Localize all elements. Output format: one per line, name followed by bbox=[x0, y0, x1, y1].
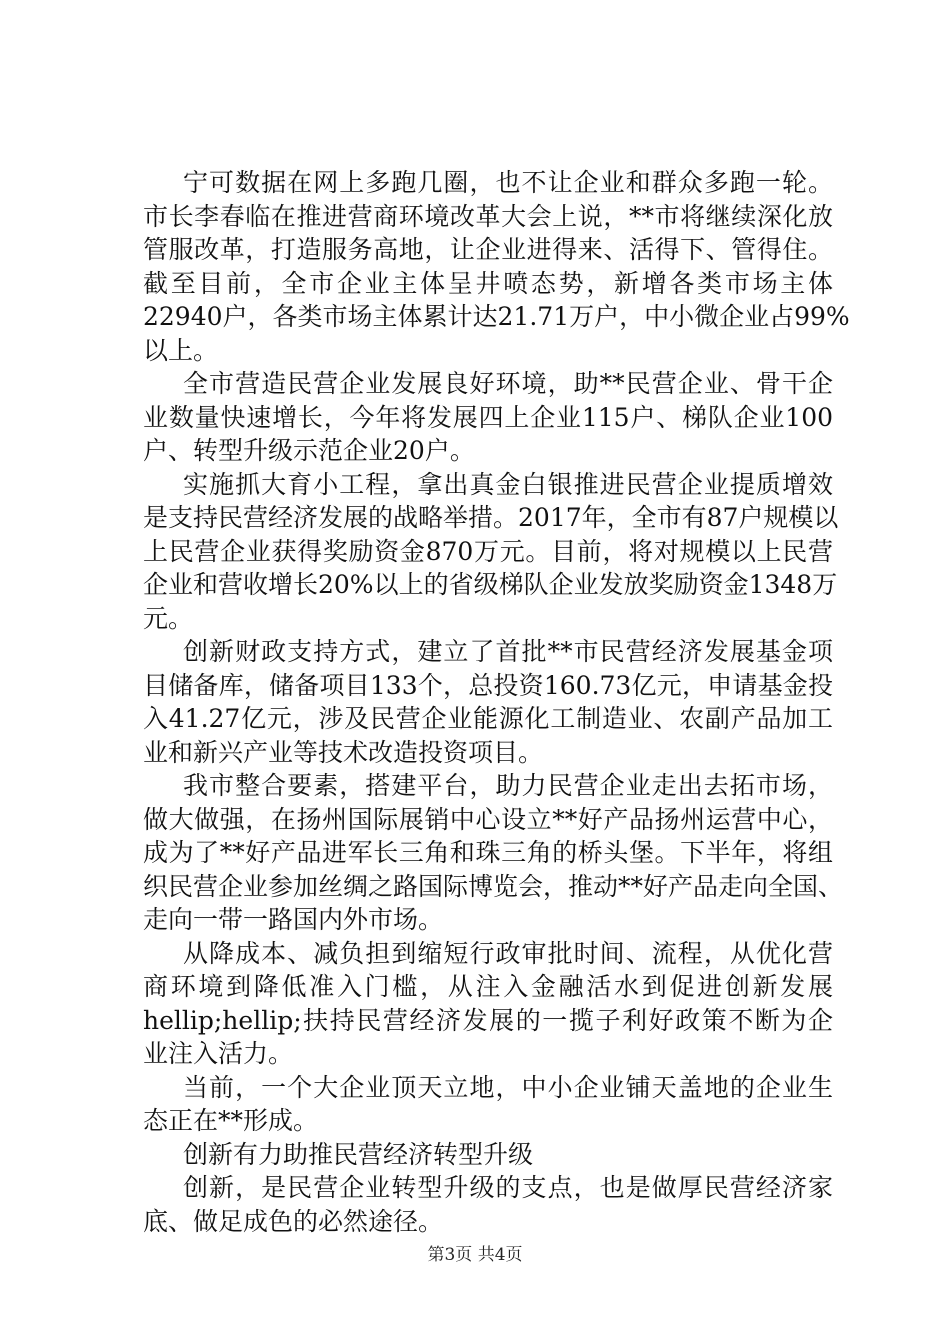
text-line: 截至目前，全市企业主体呈井喷态势，新增各类市场主体 bbox=[143, 268, 833, 298]
section-heading bbox=[143, 1138, 833, 1172]
document-body bbox=[143, 166, 850, 1238]
text-line: 宁可数据在网上多跑几圈，也不让企业和群众多跑一轮。 bbox=[183, 168, 833, 197]
text-line: 成为了**好产品进军长三角和珠三角的桥头堡。下半年，将组 bbox=[143, 838, 833, 867]
text-line: 业注入活力。 bbox=[143, 1039, 294, 1068]
text-line: 业数量快速增长，今年将发展四上企业115户、梯队企业100 bbox=[143, 402, 833, 432]
text-line: 我市整合要素，搭建平台，助力民营企业走出去拓市场， bbox=[183, 771, 833, 800]
paragraph bbox=[143, 1071, 833, 1138]
text-line: hellip;hellip;扶持民营经济发展的一揽子利好政策不断为企 bbox=[143, 1005, 833, 1035]
text-line: 管服改革，打造服务高地，让企业进得来、活得下、管得住。 bbox=[143, 235, 833, 264]
text-line: 全市营造民营企业发展良好环境，助**民营企业、骨干企 bbox=[183, 369, 833, 398]
text-line: 织民营企业参加丝绸之路国际博览会，推动**好产品走向全国、 bbox=[143, 871, 844, 901]
paragraph bbox=[143, 635, 833, 769]
text-line: 态正在**形成。 bbox=[143, 1106, 319, 1135]
text-line: 入41.27亿元，涉及民营企业能源化工制造业、农副产品加工 bbox=[143, 704, 833, 733]
text-line: 当前，一个大企业顶天立地，中小企业铺天盖地的企业生 bbox=[183, 1072, 833, 1102]
text-line: 以上。 bbox=[143, 335, 219, 365]
paragraph bbox=[143, 769, 844, 937]
text-line: 创新，是民营企业转型升级的支点，也是做厚民营经济家 bbox=[183, 1173, 833, 1202]
text-line: 创新财政支持方式，建立了首批**市民营经济发展基金项 bbox=[183, 637, 833, 666]
text-line: 户、转型升级示范企业20户。 bbox=[143, 436, 475, 465]
paragraph bbox=[143, 166, 850, 367]
text-line: 业和新兴产业等技术改造投资项目。 bbox=[143, 737, 544, 767]
text-line: 实施抓大育小工程，拿出真金白银推进民营企业提质增效 bbox=[183, 469, 833, 499]
text-line: 元。 bbox=[143, 603, 194, 633]
text-line: 22940户，各类市场主体累计达21.71万户，中小微企业占99% bbox=[143, 302, 850, 331]
text-line: 底、做足成色的必然途径。 bbox=[143, 1206, 444, 1236]
text-line: 创新有力助推民营经济转型升级 bbox=[183, 1139, 534, 1169]
paragraph bbox=[143, 937, 833, 1071]
text-line: 走向一带一路国内外市场。 bbox=[143, 905, 444, 934]
text-line: 做大做强，在扬州国际展销中心设立**好产品扬州运营中心， bbox=[143, 804, 833, 834]
text-line: 商环境到降低准入门槛，从注入金融活水到促进创新发展 bbox=[143, 972, 833, 1001]
paragraph bbox=[143, 1171, 833, 1238]
text-line: 目储备库，储备项目133个，总投资160.73亿元，申请基金投 bbox=[143, 670, 833, 700]
text-line: 企业和营收增长20%以上的省级梯队企业发放奖励资金1348万 bbox=[143, 570, 838, 599]
paragraph bbox=[143, 367, 833, 468]
text-line: 市长李春临在推进营商环境改革大会上说，**市将继续深化放 bbox=[143, 201, 833, 231]
text-line: 是支持民营经济发展的战略举措。2017年，全市有87户规模以 bbox=[143, 503, 839, 532]
text-line: 从降成本、减负担到缩短行政审批时间、流程，从优化营 bbox=[183, 938, 833, 968]
paragraph bbox=[143, 468, 839, 636]
text-line: 上民营企业获得奖励资金870万元。目前，将对规模以上民营 bbox=[143, 536, 833, 566]
page-number-footer: 第3页 共4页 bbox=[427, 1245, 523, 1265]
